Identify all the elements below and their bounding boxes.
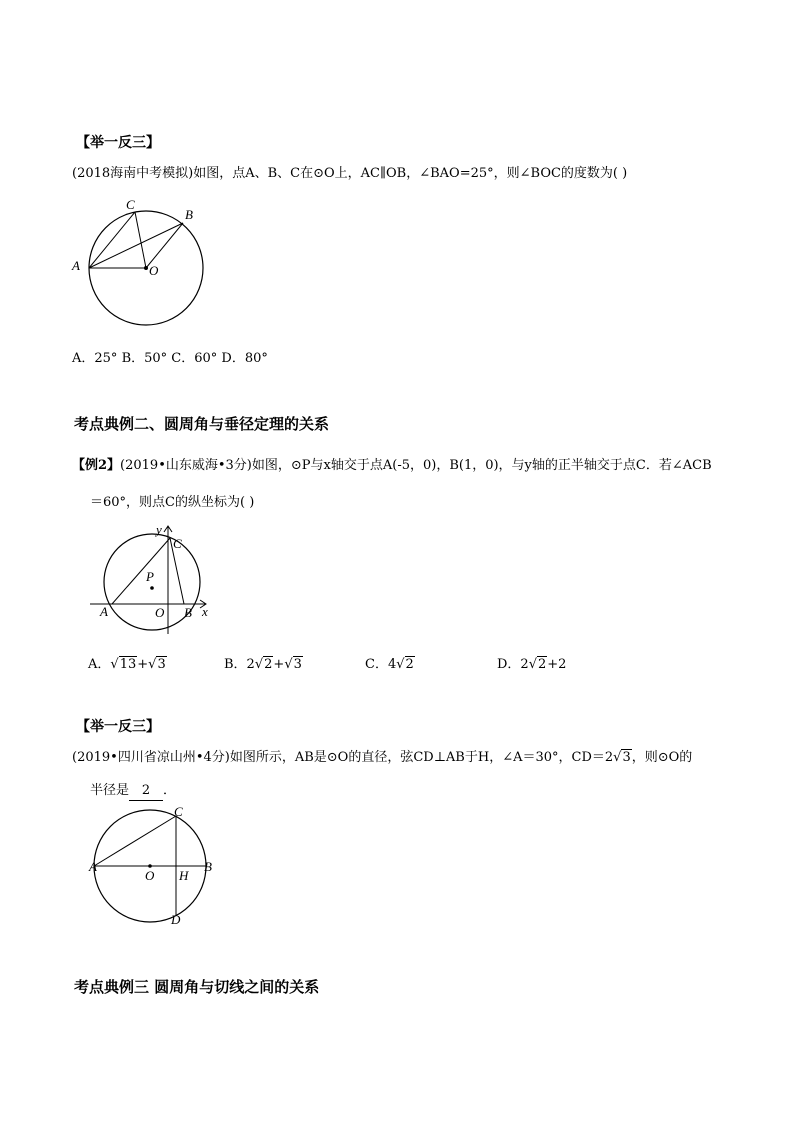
figure-circle-1 — [66, 196, 216, 334]
label-b-3: B — [204, 859, 212, 874]
option-b: B．2√2+√3 — [224, 657, 302, 672]
example-2-line-1 — [72, 457, 712, 475]
label-a-3: A — [89, 859, 97, 874]
section-3-title: 考点典例三 圆周角与切线之间的关系 — [74, 978, 320, 996]
example-2-line-2: ＝60°，则点C的纵坐标为( ) — [90, 495, 255, 510]
sqrt-2: √2 — [254, 657, 273, 672]
example-2-question-part-1: (2019•山东威海•3分)如图，⊙P与x轴交于点A(-5，0)，B(1，0)，与y轴的正半轴交于点C．若∠ACB — [120, 458, 712, 473]
sqrt-2: √2 — [396, 657, 414, 672]
option-b-prefix: B．2 — [224, 657, 255, 672]
label-x: x — [202, 604, 208, 619]
label-y: y — [156, 522, 162, 537]
label-h: H — [179, 868, 189, 883]
answer-blank: 2 — [129, 782, 163, 801]
option-c — [365, 653, 415, 672]
option-d-prefix: D．2 — [497, 657, 529, 672]
label-o-3: O — [145, 868, 155, 883]
heading-practice-1: 【举一反三】 — [76, 135, 160, 151]
label-o-2: O — [155, 605, 165, 620]
label-a: A — [72, 258, 80, 273]
question-3-prefix: 半径是 — [90, 783, 130, 798]
segment-ob — [146, 223, 183, 268]
label-c-3: C — [174, 804, 183, 819]
question-1-text: (2018海南中考模拟)如图，点A、B、C在⊙O上，AC∥OB，∠BAO=25°，则∠BOC的度数为( ) — [72, 166, 628, 181]
figure-coordinate-circle — [86, 518, 216, 640]
option-c-prefix: C．4 — [365, 657, 397, 672]
example-2-tag: 【例2】 — [72, 458, 121, 473]
sqrt-3: √3 — [284, 657, 302, 672]
segment-oc — [135, 212, 146, 268]
center-o-dot — [144, 266, 148, 270]
label-d: D — [171, 912, 181, 927]
section-2-title: 考点典例二、圆周角与垂径定理的关系 — [74, 415, 330, 433]
label-o: O — [149, 263, 159, 278]
label-a-2: A — [100, 604, 108, 619]
figure-circle-3 — [86, 804, 216, 928]
label-c: C — [126, 197, 135, 212]
question-3-part-2: ，则⊙O的 — [631, 750, 693, 765]
option-a-prefix: A． — [88, 657, 111, 672]
label-b: B — [185, 207, 193, 222]
sqrt-13: √13 — [110, 657, 137, 672]
segment-ac-2 — [112, 538, 170, 604]
option-d: D．2√2+2 — [497, 657, 567, 672]
label-p: P — [146, 569, 154, 584]
center-p-dot — [150, 586, 154, 590]
label-c-2: C — [173, 536, 182, 551]
option-a: A．√13+√3 — [88, 657, 166, 672]
sqrt-3: √3 — [613, 750, 631, 765]
heading-practice-2: 【举一反三】 — [76, 719, 160, 735]
question-3-line-2: 半径是 2 ． — [90, 782, 176, 801]
question-3-line-1 — [72, 749, 692, 767]
segment-ac-3 — [94, 816, 176, 866]
question-3-part-1: (2019•四川省凉山州•4分)如图所示，AB是⊙O的直径，弦CD⊥AB于H，∠A＝30°，CD＝2 — [72, 750, 614, 765]
sqrt-2: √2 — [528, 657, 547, 672]
label-b-2: B — [184, 605, 192, 620]
sqrt-3: √3 — [148, 657, 166, 672]
question-1-options: A．25° B．50° C．60° D．80° — [72, 351, 268, 366]
